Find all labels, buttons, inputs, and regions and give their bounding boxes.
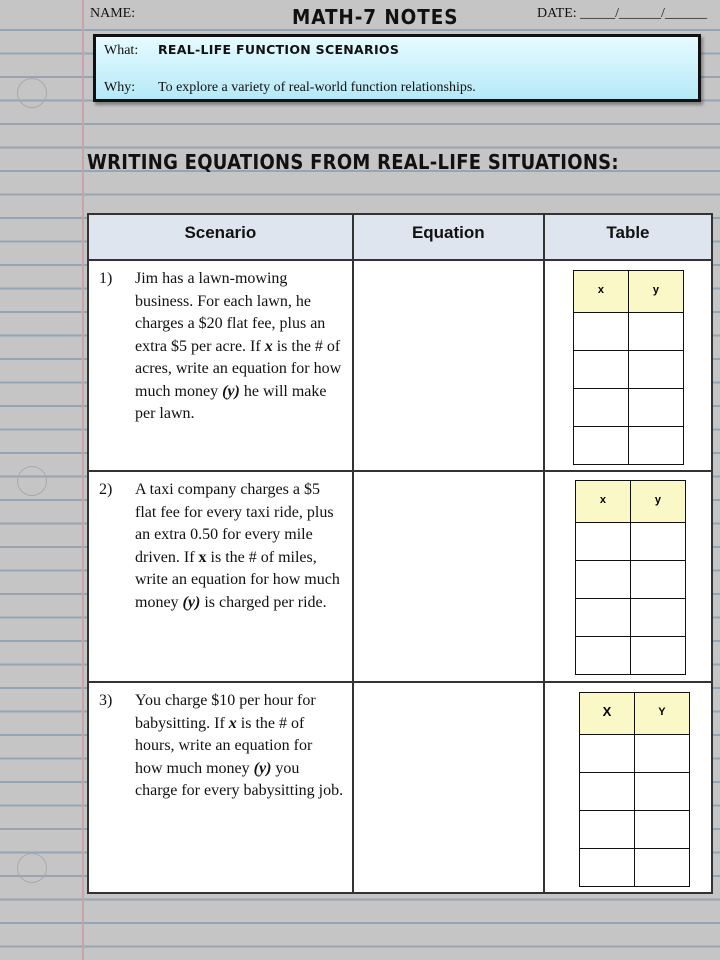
text: A taxi company charges a $5 flat fee for every taxi ride, plus an extra 0.50 for every mile driven. If (135, 481, 334, 566)
xy-header-y: y (628, 271, 683, 313)
xy-table (579, 692, 690, 887)
scenario-number: 3) (99, 692, 113, 709)
variable-x: x (228, 714, 237, 732)
text: is the # of miles, write an equation for how much money (135, 548, 340, 611)
xy-input[interactable] (575, 637, 630, 675)
variable-y: (y) (253, 759, 272, 777)
xy-input[interactable] (630, 637, 685, 675)
xy-input[interactable] (575, 599, 630, 637)
table-row (88, 682, 712, 893)
text: Jim has a lawn-mowing business. For each lawn, he charges a $20 flat fee, plus an extra $5 per acre. If (135, 270, 326, 355)
xy-input[interactable] (628, 389, 683, 427)
what-value: REAL-LIFE FUNCTION SCENARIOS (158, 42, 400, 57)
scenario-cell (88, 260, 353, 471)
xy-table (575, 480, 686, 675)
xy-input[interactable] (579, 773, 634, 811)
equation-cell[interactable] (353, 682, 544, 893)
xy-input[interactable] (630, 523, 685, 561)
xy-input[interactable] (628, 427, 683, 465)
variable-x: x (198, 548, 207, 566)
xy-table-cell (544, 260, 712, 471)
xy-header-x: x (573, 271, 628, 313)
xy-header-x: x (575, 481, 630, 523)
xy-input[interactable] (579, 735, 634, 773)
header-scenario: Scenario (88, 214, 353, 260)
xy-input[interactable] (634, 849, 689, 887)
variable-y: (y) (182, 593, 201, 611)
xy-header-y: Y (634, 693, 689, 735)
text: you charge for every babysitting job. (135, 759, 344, 799)
page-title: MATH-7 NOTES (292, 5, 459, 29)
table-row (88, 471, 712, 682)
scenario-number: 1) (99, 270, 113, 287)
text: is charged per ride. (200, 593, 327, 611)
xy-input[interactable] (579, 849, 634, 887)
xy-table-cell (544, 471, 712, 682)
xy-input[interactable] (573, 313, 628, 351)
variable-x: x (264, 337, 273, 355)
equation-cell[interactable] (353, 471, 544, 682)
scenario-text (135, 268, 344, 426)
xy-input[interactable] (630, 599, 685, 637)
xy-input[interactable] (634, 811, 689, 849)
table-header-row (88, 214, 712, 260)
text: he will make per lawn. (135, 382, 327, 422)
scenario-table (87, 213, 713, 894)
why-row (104, 80, 476, 96)
scenario-cell (88, 471, 353, 682)
margin-line (82, 0, 84, 960)
why-value: To explore a variety of real-world function relationships. (158, 80, 476, 95)
what-row (104, 42, 399, 59)
section-heading: WRITING EQUATIONS FROM REAL-LIFE SITUATIONS: (87, 150, 619, 174)
name-label: NAME: (90, 6, 136, 21)
objective-box (93, 34, 701, 102)
text: is the # of acres, write an equation for how much money (135, 337, 342, 400)
xy-header-y: y (630, 481, 685, 523)
scenario-cell (88, 682, 353, 893)
xy-input[interactable] (575, 523, 630, 561)
table-row (88, 260, 712, 471)
binder-hole (17, 853, 47, 883)
binder-hole (17, 466, 47, 496)
why-label: Why: (104, 80, 136, 95)
scenario-number: 2) (99, 481, 113, 498)
text: is the # of hours, write an equation for how much money (135, 714, 313, 777)
what-label: What: (104, 43, 139, 58)
xy-table-cell (544, 682, 712, 893)
xy-input[interactable] (575, 561, 630, 599)
equation-cell[interactable] (353, 260, 544, 471)
xy-input[interactable] (573, 389, 628, 427)
date-label: DATE: _____/______/______ (537, 6, 707, 21)
xy-header-x: X (579, 693, 634, 735)
text: You charge $10 per hour for babysitting. If (135, 692, 316, 732)
xy-input[interactable] (628, 351, 683, 389)
scenario-text (135, 479, 344, 614)
variable-y: (y) (222, 382, 240, 400)
xy-input[interactable] (634, 773, 689, 811)
xy-input[interactable] (579, 811, 634, 849)
xy-input[interactable] (630, 561, 685, 599)
xy-table (573, 270, 684, 465)
scenario-text (135, 690, 344, 803)
xy-input[interactable] (573, 351, 628, 389)
xy-input[interactable] (573, 427, 628, 465)
header-equation: Equation (353, 214, 544, 260)
binder-hole (17, 78, 47, 108)
xy-input[interactable] (628, 313, 683, 351)
header-table: Table (544, 214, 712, 260)
xy-input[interactable] (634, 735, 689, 773)
